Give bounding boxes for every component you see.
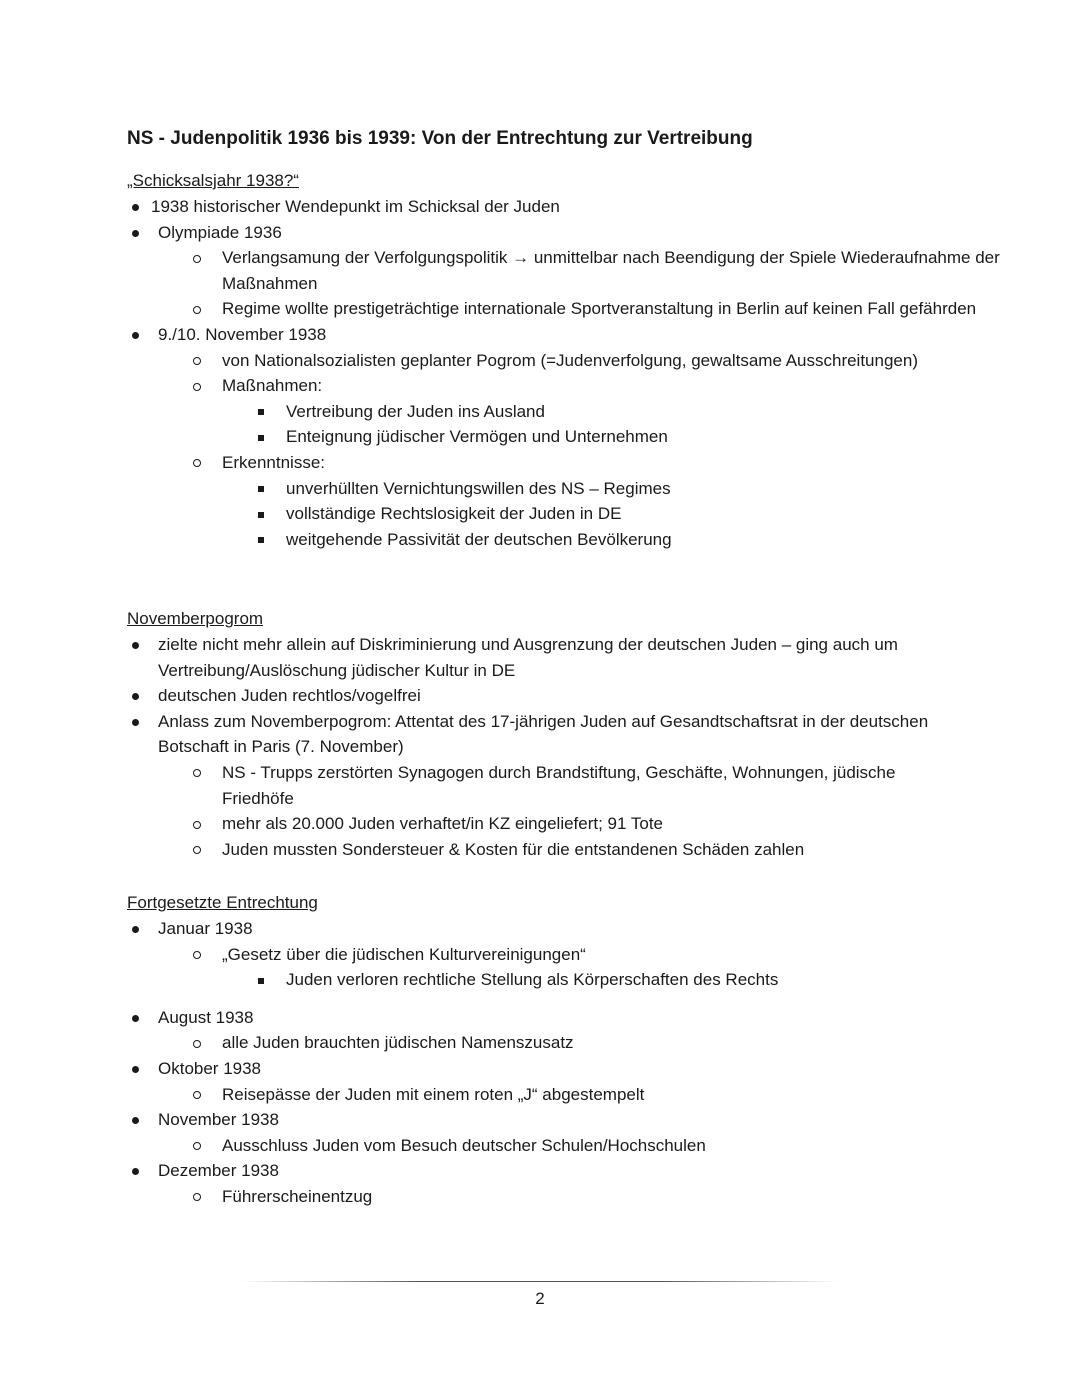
circle-bullet-icon bbox=[189, 760, 205, 786]
list-item: Regime wollte prestigeträchtige internationale Sportveranstaltung in Berlin auf keinen Fall gefährden bbox=[127, 296, 1080, 322]
list-item: Vertreibung der Juden ins Ausland bbox=[127, 399, 1080, 425]
list-item: 9./10. November 1938 bbox=[127, 322, 1080, 348]
square-bullet-icon bbox=[253, 476, 269, 502]
list-item: Führerscheinentzug bbox=[127, 1184, 778, 1210]
list-item: Januar 1938 bbox=[127, 916, 778, 942]
square-bullet-icon bbox=[253, 967, 269, 993]
spacer bbox=[127, 993, 778, 1005]
list-item: August 1938 bbox=[127, 1005, 778, 1031]
list-item: Maßnahmen: bbox=[127, 373, 1080, 399]
circle-bullet-icon bbox=[189, 1030, 205, 1056]
list-item: Verlangsamung der Verfolgungspolitik → unmittelbar nach Beendigung der Spiele Wiederaufnahme der Maßnahmen bbox=[127, 245, 1080, 296]
list-item: „Gesetz über die jüdischen Kulturvereinigungen“ bbox=[127, 942, 778, 968]
circle-bullet-icon bbox=[189, 296, 205, 322]
list-item: mehr als 20.000 Juden verhaftet/in KZ eingeliefert; 91 Tote bbox=[127, 811, 957, 837]
section-novemberpogrom bbox=[127, 606, 957, 862]
list-item: Dezember 1938 bbox=[127, 1158, 778, 1184]
square-bullet-icon bbox=[253, 399, 269, 425]
bullet-list bbox=[127, 194, 1080, 552]
section-heading: Novemberpogrom bbox=[127, 609, 264, 628]
circle-bullet-icon bbox=[189, 1133, 205, 1159]
list-item: Olympiade 1936 bbox=[127, 220, 1080, 246]
bullet-icon bbox=[127, 1107, 143, 1133]
section-heading: Fortgesetzte Entrechtung bbox=[127, 893, 318, 912]
page-title: NS - Judenpolitik 1936 bis 1939: Von der Entrechtung zur Vertreibung bbox=[127, 128, 753, 149]
section-heading: „Schicksalsjahr 1938?“ bbox=[127, 171, 299, 190]
list-item: deutschen Juden rechtlos/vogelfrei bbox=[127, 683, 957, 709]
bullet-icon bbox=[127, 632, 143, 658]
bullet-list bbox=[127, 916, 778, 1210]
list-item: Enteignung jüdischer Vermögen und Unternehmen bbox=[127, 424, 1080, 450]
bullet-icon bbox=[127, 709, 143, 735]
list-item: alle Juden brauchten jüdischen Namenszusatz bbox=[127, 1030, 778, 1056]
list-item: zielte nicht mehr allein auf Diskriminierung und Ausgrenzung der deutschen Juden – ging auch um Vertreibung/Auslöschung jüdischer Kultur in DE bbox=[127, 632, 957, 683]
list-item: NS - Trupps zerstörten Synagogen durch Brandstiftung, Geschäfte, Wohnungen, jüdische Friedhöfe bbox=[127, 760, 957, 811]
list-item: Juden mussten Sondersteuer & Kosten für die entstandenen Schäden zahlen bbox=[127, 837, 957, 863]
section-schicksalsjahr bbox=[127, 168, 1080, 552]
bullet-icon bbox=[127, 1158, 143, 1184]
bullet-icon bbox=[127, 683, 143, 709]
square-bullet-icon bbox=[253, 424, 269, 450]
list-item: von Nationalsozialisten geplanter Pogrom (=Judenverfolgung, gewaltsame Ausschreitungen) bbox=[127, 348, 1080, 374]
list-item: Juden verloren rechtliche Stellung als Körperschaften des Rechts bbox=[127, 967, 778, 993]
circle-bullet-icon bbox=[189, 450, 205, 476]
footer-divider bbox=[240, 1281, 840, 1282]
circle-bullet-icon bbox=[189, 837, 205, 863]
list-item: Oktober 1938 bbox=[127, 1056, 778, 1082]
page-number: 2 bbox=[535, 1289, 545, 1308]
circle-bullet-icon bbox=[189, 348, 205, 374]
bullet-list bbox=[127, 632, 957, 862]
list-item: 1938 historischer Wendepunkt im Schicksal der Juden bbox=[127, 194, 1080, 220]
section-fortgesetzte-entrechtung bbox=[127, 890, 778, 1210]
list-item: weitgehende Passivität der deutschen Bevölkerung bbox=[127, 527, 1080, 553]
list-item: unverhüllten Vernichtungswillen des NS – Regimes bbox=[127, 476, 1080, 502]
circle-bullet-icon bbox=[189, 811, 205, 837]
square-bullet-icon bbox=[253, 527, 269, 553]
bullet-icon bbox=[127, 322, 143, 348]
circle-bullet-icon bbox=[189, 245, 205, 271]
circle-bullet-icon bbox=[189, 1082, 205, 1108]
bullet-icon bbox=[127, 916, 143, 942]
list-item: vollständige Rechtslosigkeit der Juden in DE bbox=[127, 501, 1080, 527]
list-item: Erkenntnisse: bbox=[127, 450, 1080, 476]
list-item: Ausschluss Juden vom Besuch deutscher Schulen/Hochschulen bbox=[127, 1133, 778, 1159]
circle-bullet-icon bbox=[189, 373, 205, 399]
square-bullet-icon bbox=[253, 501, 269, 527]
bullet-icon bbox=[127, 220, 143, 246]
bullet-icon bbox=[127, 194, 143, 220]
list-item: Anlass zum Novemberpogrom: Attentat des 17-jährigen Juden auf Gesandtschaftsrat in der deutschen Botschaft in Paris (7. November) bbox=[127, 709, 957, 760]
list-item: November 1938 bbox=[127, 1107, 778, 1133]
list-item: Reisepässe der Juden mit einem roten „J“ abgestempelt bbox=[127, 1082, 778, 1108]
circle-bullet-icon bbox=[189, 942, 205, 968]
bullet-icon bbox=[127, 1005, 143, 1031]
bullet-icon bbox=[127, 1056, 143, 1082]
circle-bullet-icon bbox=[189, 1184, 205, 1210]
